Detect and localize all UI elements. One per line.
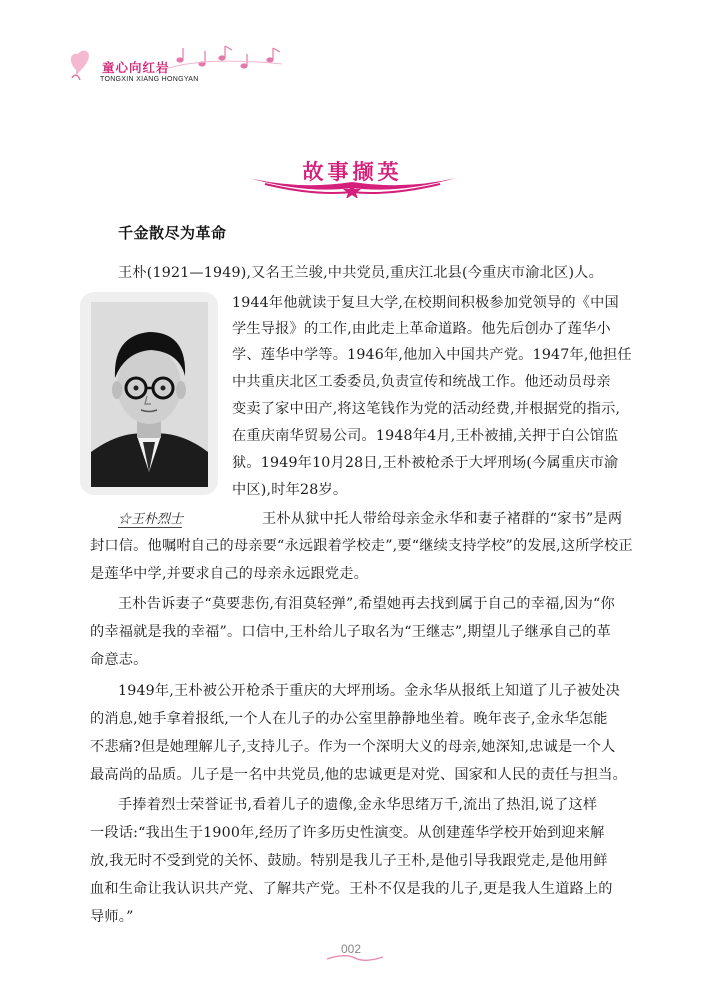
text-line: 狱。1949年10月28日,王朴被枪杀于大坪刑场(今属重庆市渝 — [232, 455, 619, 471]
text-line: 1949年,王朴被公开枪杀于重庆的大坪刑场。金永华从报纸上知道了儿子被处决 — [118, 683, 621, 699]
text-line: 学、莲华中学等。1946年,他加入中国共产党。1947年,他担任 — [232, 347, 632, 363]
text-line: 一段话:“我出生于1900年,经历了许多历史性演变。从创建莲华学校开始到迎来解 — [90, 825, 605, 841]
text-line: 导师。” — [90, 909, 134, 925]
text-line: 1944年他就读于复旦大学,在校期间积极参加党领导的《中国 — [232, 295, 619, 311]
text-line: 封口信。他嘱咐自己的母亲要“永远跟着学校走”,要“继续支持学校”的发展,这所学校正 — [90, 538, 633, 554]
text-line: 命意志。 — [90, 652, 148, 668]
text-line: 血和生命让我认识共产党、了解共产党。王朴不仅是我的儿子,更是我人生道路上的 — [90, 881, 613, 897]
header-subtitle: TONGXIN XIANG HONGYAN — [100, 76, 199, 83]
section-banner — [245, 150, 460, 198]
section-title: 故事撷英 — [302, 160, 403, 184]
photo-caption: ☆王朴烈士 — [118, 512, 184, 527]
text-line: 王朴从狱中托人带给母亲金永华和妻子褚群的“家书”是两 — [262, 511, 623, 527]
text-line: 不悲痛?但是她理解儿子,支持儿子。作为一个深明大义的母亲,她深知,忠诚是一个人 — [90, 739, 616, 755]
text-line: 在重庆南华贸易公司。1948年4月,王朴被捕,关押于白公馆监 — [232, 428, 619, 444]
header-title: 童心向红岩 — [102, 60, 170, 75]
text-line: 的幸福就是我的幸福”。口信中,王朴给儿子取名为“王继志”,期望儿子继承自己的革 — [90, 624, 611, 640]
portrait-photo — [91, 302, 208, 487]
text-line: 中共重庆北区工委委员,负责宣传和统战工作。他还动员母亲 — [232, 374, 611, 390]
text-line: 是莲华中学,并要求自己的母亲永远跟党走。 — [90, 566, 369, 582]
text-line: 最高尚的品质。儿子是一名中共党员,他的忠诚更是对党、国家和人民的责任与担当。 — [90, 767, 628, 783]
caption-underline — [118, 527, 182, 528]
running-header — [62, 40, 322, 90]
text-line: 中区),时年28岁。 — [232, 482, 348, 498]
text-line: 变卖了家中田产,将这笔钱作为党的活动经费,并根据党的指示, — [232, 401, 621, 417]
text-line: 学生导报》的工作,由此走上革命道路。他先后创办了莲华小 — [232, 321, 611, 337]
page-number: 002 — [341, 942, 362, 956]
text-line: 的消息,她手拿着报纸,一个人在儿子的办公室里静静地坐着。晚年丧子,金永华怎能 — [90, 711, 608, 727]
text-line: 手捧着烈士荣誉证书,看着儿子的遗像,金永华思绪万千,流出了热泪,说了这样 — [118, 797, 598, 813]
text-line: 王朴告诉妻子“莫要悲伤,有泪莫轻弹”,希望她再去找到属于自己的幸福,因为“你 — [118, 596, 615, 612]
story-heading: 千金散尽为革命 — [118, 224, 227, 242]
page-number-swash — [325, 953, 385, 963]
text-line: 放,我无时不受到党的关怀、鼓励。特别是我儿子王朴,是他引导我跟党走,是他用鲜 — [90, 853, 608, 869]
text-line: 王朴(1921—1949),又名王兰骏,中共党员,重庆江北县(今重庆市渝北区)人。 — [118, 265, 603, 281]
